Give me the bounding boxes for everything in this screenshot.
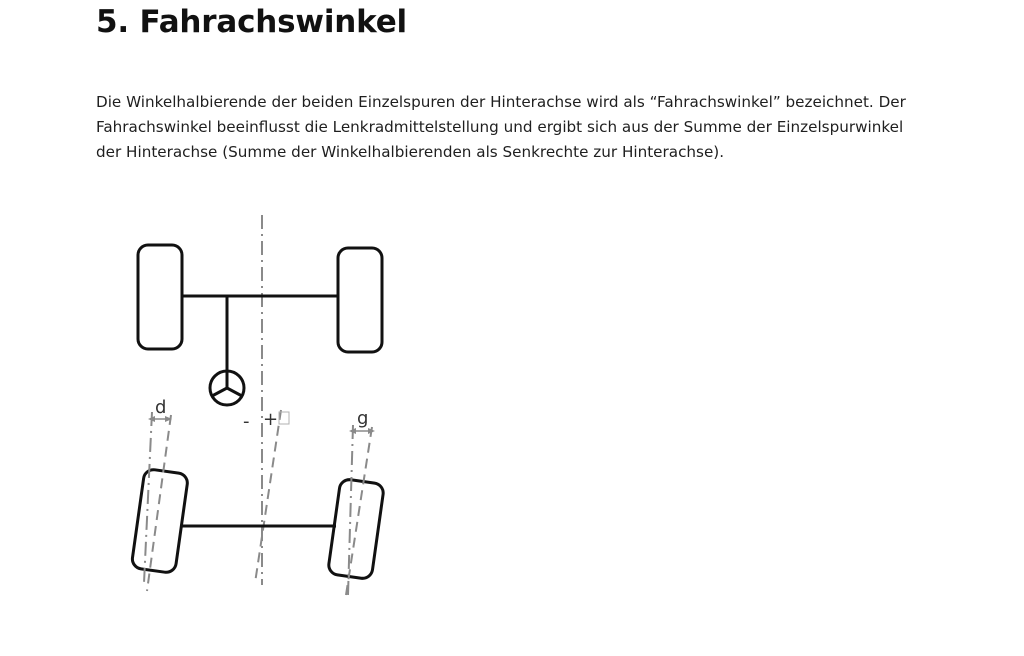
front-left-wheel — [138, 245, 182, 349]
rear-left-wheel — [131, 468, 188, 573]
paragraph-line: Die Winkelhalbierende der beiden Einzelspuren der Hinterachse wird als “Fahrachswinkel” bezeichnet. Der — [96, 93, 906, 111]
front-right-wheel — [338, 248, 382, 352]
page-title: 5. Fahrachswinkel — [96, 4, 407, 40]
left-toe-label: d — [155, 397, 167, 418]
plus-sign-label: + — [263, 409, 279, 430]
description-paragraph — [96, 90, 926, 165]
steering-wheel-icon — [210, 371, 244, 405]
paragraph-line: Fahrachswinkel beeinflusst die Lenkradmittelstellung und ergibt sich aus der Summe der Einzelspurwinkel — [96, 118, 904, 136]
minus-sign-label: - — [243, 411, 250, 432]
diagram-svg — [110, 205, 410, 605]
right-toe-label: g — [357, 408, 369, 429]
thrust-line — [255, 410, 281, 583]
thrust-angle-diagram — [110, 205, 410, 605]
paragraph-line: der Hinterachse (Summe der Winkelhalbierenden als Senkrechte zur Hinterachse). — [96, 143, 725, 161]
